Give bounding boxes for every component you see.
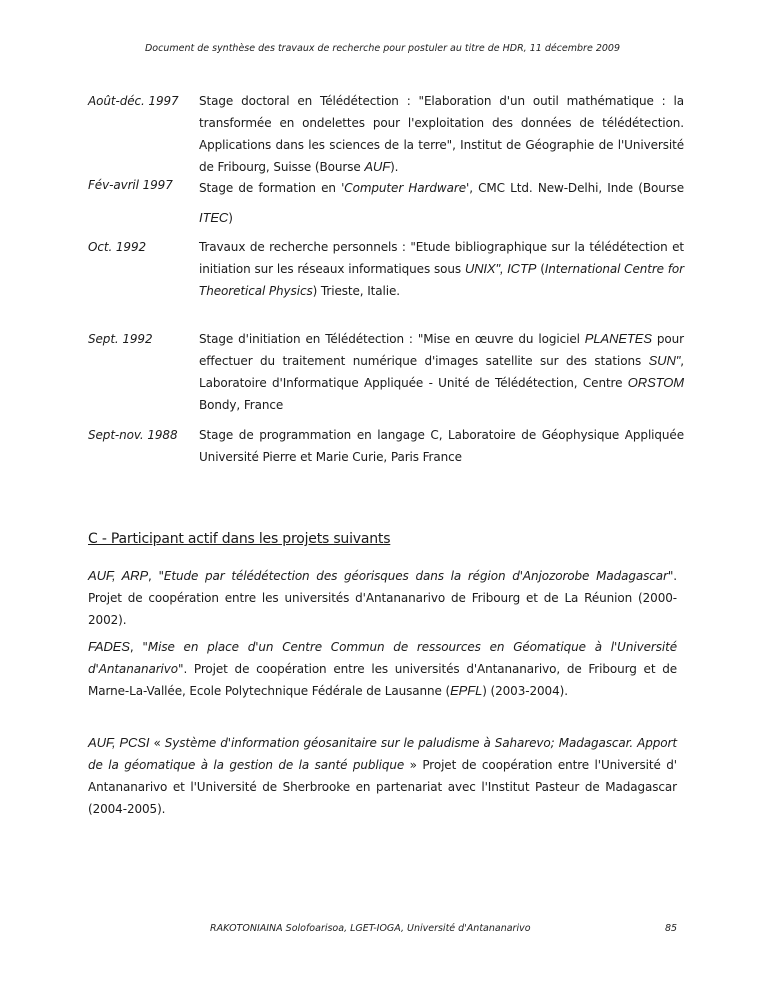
entry-date: Sept-nov. 1988 [88,428,178,442]
acronym: UNIX", ICTP [464,261,537,276]
project-item: AUF, PCSI « Système d'information géosanitaire sur le paludisme à Saharevo; Madagascar. Apport de la géomatique à la gestion de la santé publique » Projet de coopération entre l'Université d' Antananarivo et l'Université de Sherbrooke en partenariat avec l'Institut Pasteur de Madagascar (2004-2005). [88,735,677,816]
acronym: AUF [364,159,391,174]
acronym: PLANETES [584,331,652,346]
acronym: ITEC [199,210,229,225]
acronym: AUF, ARP [88,568,149,583]
timeline-entry [88,90,684,178]
entry-date: Sept. 1992 [88,332,153,346]
acronym: ORSTOM [627,375,684,390]
entry-description: Stage de programmation en langage C, Laboratoire de Géophysique Appliquée Université Pierre et Marie Curie, Paris France [199,428,684,464]
acronym: FADES [88,639,130,654]
acronym: AUF, PCSI [88,735,150,750]
section-heading: C - Participant actif dans les projets suivants [88,531,391,547]
acronym: EPFL [450,683,483,698]
acronym: SUN" [648,353,681,368]
page-header: Document de synthèse des travaux de recherche pour postuler au titre de HDR, 11 décembre 2009 [144,43,620,54]
page-number: 85 [665,923,678,934]
entry-description: Stage doctoral en Télédétection : "Elaboration d'un outil mathématique : la transformée en ondelettes pour l'exploitation des données de télédétection. Applications dans les sciences de la terre", Institut de Géographie de l'Université de Fribourg, Suisse (Bourse AUF). [199,94,684,174]
entry-description: Stage de formation en 'Computer Hardware', CMC Ltd. New-Delhi, Inde (Bourse ITEC) [199,181,684,225]
timeline-entry [88,328,684,416]
entry-date: Août-déc. 1997 [88,94,179,108]
entry-description: Stage d'initiation en Télédétection : "Mise en œuvre du logiciel PLANETES pour effectuer du traitement numérique d'images satellite sur des stations SUN", Laboratoire d'Informatique Appliquée - Unité de Télédétection, Centre ORSTOM Bondy, France [199,331,684,412]
project-item: AUF, ARP, "Etude par télédétection des géorisques dans la région d'Anjozorobe Madagascar". Projet de coopération entre les universités d'Antananarivo de Fribourg et de La Réunion (2000-2002). [88,568,677,627]
footer-author: RAKOTONIAINA Solofoarisoa, LGET-IOGA, Université d'Antananarivo [210,923,531,934]
timeline-entry [88,236,684,302]
entry-description: Travaux de recherche personnels : "Etude bibliographique sur la télédétection et initiation sur les réseaux informatiques sous UNIX", ICTP (International Centre for Theoretical Physics) Trieste, Italie. [199,240,685,298]
project-item: FADES, "Mise en place d'un Centre Commun de ressources en Géomatique à l'Université d'Antananarivo". Projet de coopération entre les universités d'Antananarivo, de Fribourg et de Marne-La-Vallée, Ecole Polytechnique Fédérale de Lausanne (EPFL) (2003-2004). [88,639,677,698]
entry-date: Oct. 1992 [88,240,147,254]
timeline-entry [88,174,684,233]
timeline-entry [88,424,684,468]
entry-date: Fév-avril 1997 [88,178,173,192]
